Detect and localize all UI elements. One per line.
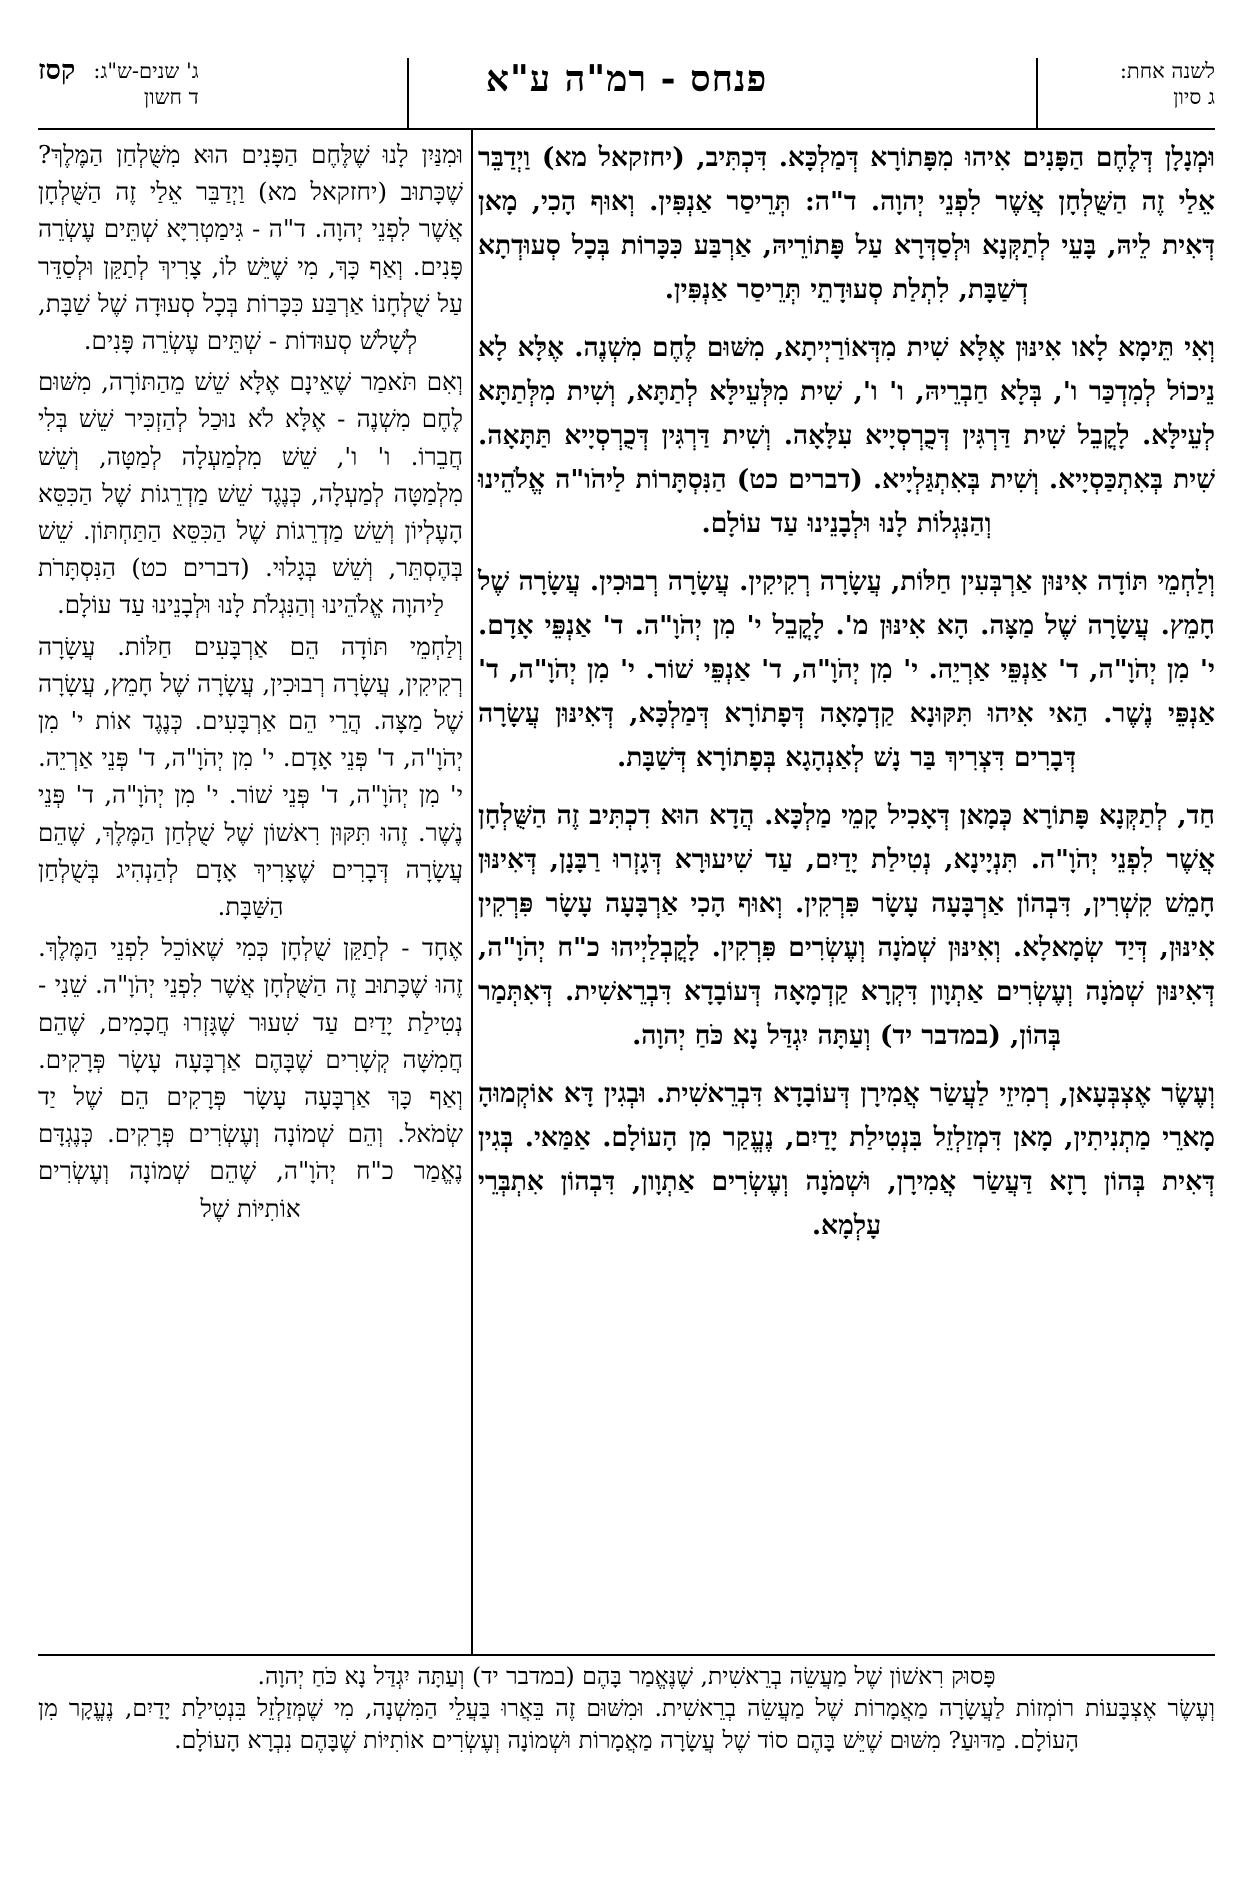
side-paragraph: וּמִנַּיִן לָנוּ שֶׁלֶּחֶם הַפָּנִים הוּא מִשֻּׁלְחַן הַמֶּלֶךְ? שֶׁכָּתוּב (יחזקאל מא) וַיְדַבֵּר אֵלַי זֶה הַשֻּׁלְחָן אֲשֶׁר לִפְנֵי יְהוָה. ד"ה - גִּימַטְרִיָּא שְׁתֵּים עֶשְׂרֵה פָּנִים. וְאַף כָּךְ, מִי שֶׁיֵּשׁ לוֹ, צָרִיךְ לְתַקֵּן וּלְסַדֵּר עַל שֻׁלְחָנוֹ אַרְבַּע כִּכָּרוֹת בְּכָל סְעוּדָה שֶׁל שַׁבָּת, לְשָׁלֹשׁ סְעוּדוֹת - שְׁתֵּים עֶשְׂרֵה פָּנִים. <box>38 140 463 356</box>
bottom-continuation <box>38 1660 1215 1756</box>
side-paragraph: אֶחָד - לְתַקֵּן שֻׁלְחָן כְּמִי שֶׁאוֹכֵל לִפְנֵי הַמֶּלֶךְ. זֶהוּ שֶׁכָּתוּב זֶה הַשֻּׁלְחָן אֲשֶׁר לִפְנֵי יְהֹוָ"ה. שֵׁנִי - נְטִילַת יָדַיִם עַד שִׁעוּר שֶׁגָּזְרוּ חֲכָמִים, שֶׁהֵם חֲמִשָּׁה קְשָׁרִים שֶׁבָּהֶם אַרְבָּעָה עָשָׂר פְּרָקִים. וְאַף כָּךְ אַרְבָּעָה עָשָׂר פְּרָקִים הֵם שֶׁל יַד שְׂמֹאל. וְהֵם שְׁמוֹנָה וְעֶשְׂרִים פְּרָקִים. כְּנֶגְדָּם נֶאֱמַר כ"ח יְהֹוָ"ה, שֶׁהֵם שְׁמוֹנָה וְעֶשְׂרִים אוֹתִיּוֹת שֶׁל <box>38 933 463 1223</box>
schedule-three-year-date: ד חשון <box>143 85 199 109</box>
header-divider-right <box>1036 58 1038 128</box>
main-column-aramaic <box>478 136 1215 1648</box>
schedule-three-year-label: ג' שנים-ש"ג: <box>93 59 199 83</box>
header-divider-left <box>407 58 409 128</box>
header-left <box>38 55 199 110</box>
schedule-one-year-label: לשנה אחת: <box>1119 59 1215 83</box>
main-paragraph: וּמְנָלָן דְּלֶחֶם הַפָּנִים אִיהוּ מִפָּתוֹרָא דְּמַלְכָּא. דִּכְתִּיב, (יחזקאל מא) וַיְדַבֵּר אֵלַי זֶה הַשֻּׁלְחָן אֲשֶׁר לִפְנֵי יְהוָה. ד"ה: תְּרֵיסַר אַנְפִּין. וְאוּף הָכִי, מָאן דְּאִית לֵיהּ, בָּעֵי לְתַקְּנָא וּלְסַדְּרָא עַל פָּתוֹרֵיהּ, אַרְבַּע כִּכָּרוֹת בְּכָל סְעוּדְתָא דְשַׁבָּת, לִתְלַת סְעוּדָתֵי תְּרֵיסַר אַנְפִּין. <box>478 142 1215 305</box>
column-divider <box>471 128 473 1654</box>
schedule-one-year-date: ג סיון <box>1173 85 1215 109</box>
page-number: קסז <box>38 55 76 86</box>
header-rule <box>38 128 1215 130</box>
side-paragraph: וְלַחְמֵי תּוֹדָה הֵם אַרְבָּעִים חַלּוֹת. עֲשָׂרָה רְקִיקִין, עֲשָׂרָה רְבוּכִין, עֲשָׂרָה שֶׁל חָמֵץ, עֲשָׂרָה שֶׁל מַצָּה. הֲרֵי הֵם אַרְבָּעִים. כְּנֶגֶד אוֹת י' מִן יְהֹוָ"ה, ד' פְּנֵי אָדָם. י' מִן יְהֹוָ"ה, ד' פְּנֵי אַרְיֵה. י' מִן יְהֹוָ"ה, ד' פְּנֵי שׁוֹר. י' מִן יְהֹוָ"ה, ד' פְּנֵי נֶשֶׁר. זֶהוּ תִּקּוּן רִאשׁוֹן שֶׁל שֻׁלְחַן הַמֶּלֶךְ, שֶׁהֵם עֲשָׂרָה דְּבָרִים שֶׁצָּרִיךְ אָדָם לְהַנְהִיג בְּשֻׁלְחַן הַשַּׁבָּת. <box>38 631 463 922</box>
main-paragraph: וְלַחְמֵי תּוֹדָה אִינּוּן אַרְבְּעִין חַלּוֹת, עֲשָׂרָה רְקִיקִין. עֲשָׂרָה רְבוּכִין. עֲשָׂרָה שֶׁל חָמֵץ. עֲשָׂרָה שֶׁל מַצָּה. הָא אִינּוּן מ'. לָקֳבֵל י' מִן יְהֹוָ"ה. ד' אַנְפֵּי אָדָם. י' מִן יְהֹוָ"ה, ד' אַנְפֵּי אַרְיֵה. י' מִן יְהֹוָ"ה, ד' אַנְפֵּי שׁוֹר. י' מִן יְהֹוָ"ה, ד' אַנְפֵּי נֶשֶׁר. הַאי אִיהוּ תִּקּוּנָא קַדְמָאָה דְּפָתוֹרָא דְּמַלְכָּא, דְּאִינּוּן עֲשָׂרָה דְּבָרִים דִּצְרִיךְ בַּר נָשׁ לְאַנְהָגָא בְּפָתוֹרָא דְּשַׁבָּת. <box>478 566 1215 773</box>
bottom-rule <box>38 1654 1215 1656</box>
side-paragraph: וְאִם תֹּאמַר שֶׁאֵינָם אֶלָּא שֵׁשׁ מֵהַתּוֹרָה, מִשּׁוּם לֶחֶם מִשְׁנֶה - אֶלָּא לֹא נוּכַל לְהַזְכִּיר שֵׁשׁ בְּלִי חֲבֵרוֹ. ו' ו', שֵׁשׁ מִלְמַעְלָה לְמַטָּה, וְשֵׁשׁ מִלְמַטָּה לְמַעְלָה, כְּנֶגֶד שֵׁשׁ מַדְרֵגוֹת שֶׁל הַכִּסֵּא הָעֶלְיוֹן וְשֵׁשׁ מַדְרֵגוֹת שֶׁל הַכִּסֵּא הַתַּחְתּוֹן. שֵׁשׁ בְּהֶסְתֵּר, וְשֵׁשׁ בְּגָלוּי. (דברים כט) הַנִּסְתָּרֹת לַיהוָה אֱלֹהֵינוּ וְהַנִּגְלֹת לָנוּ וּלְבָנֵינוּ עַד עוֹלָם. <box>38 367 463 620</box>
page-title: פנחס - רמ"ה ע"א <box>485 58 768 100</box>
main-paragraph: וְאִי תֵּימָא לָאו אִינּוּן אֶלָּא שִׁית מִדְּאוֹרַיְיתָא, מִשּׁוּם לֶחֶם מִשְׁנֶה. אֶלָּא לָא נֵיכוֹל לְמִדְכַּר ו', בְּלָא חַבְרֵיהּ, ו' ו', שִׁית מִלְּעֵילָּא לְתַתָּא, וְשִׁית מִלְּתַתָּא לְעֵילָּא. לָקֳבֵל שִׁית דַּרְגִּין דְּכֻרְסְיָיא עִלָּאָה. וְשִׁית דַּרְגִּין דְּכֻרְסְיָיא תַּתָּאָה. שִׁית בְּאִתְכַּסְיָיא. וְשִׁית בְּאִתְגַּלְיָיא. (דברים כט) הַנִּסְתָּרוֹת לַיהֹו"ה אֱלֹהֵינוּ וְהַנִּגְלוֹת לָנוּ וּלְבָנֵינוּ עַד עוֹלָם. <box>478 332 1215 539</box>
bottom-paragraph: פָּסוּק רִאשׁוֹן שֶׁל מַעֲשֵׂה בְרֵאשִׁית, שֶׁנֶּאֱמַר בָּהֶם (במדבר יד) וְעַתָּה יִגְדַּל נָא כֹּחַ יְהוָה. <box>257 1662 996 1690</box>
bottom-paragraph: וְעֶשֶׂר אֶצְבָּעוֹת רוֹמְזוֹת לַעֲשָׂרָה מַאֲמָרוֹת שֶׁל מַעֲשֵׂה בְרֵאשִׁית. וּמִשּׁוּם זֶה בֵּאֲרוּ בַּעֲלֵי הַמִּשְׁנָה, מִי שֶׁמְּזַלְזֵל בִּנְטִילַת יָדַיִם, נֶעֱקָר מִן הָעוֹלָם. מַדּוּעַ? מִשּׁוּם שֶׁיֵּשׁ בָּהֶם סוֹד שֶׁל עֲשָׂרָה מַאֲמָרוֹת וּשְׁמוֹנָה וְעֶשְׂרִים אוֹתִיּוֹת שֶׁבָּהֶם נִבְרָא הָעוֹלָם. <box>38 1694 1215 1754</box>
page-header <box>38 55 1215 128</box>
main-paragraph: חַד, לְתַקְּנָא פָּתוֹרָא כְּמָאן דְּאָכִיל קָמֵי מַלְכָּא. הֲדָא הוּא דִכְתִּיב זֶה הַשֻּׁלְחָן אֲשֶׁר לִפְנֵי יְהֹוָ"ה. תִּנְיָינָא, נְטִילַת יָדַיִם, עַד שִׁיעוּרָא דְּגָזְרוּ רַבָּנָן, דְּאִינּוּן חָמֵשׁ קִשְׁרִין, דִּבְהוֹן אַרְבָּעָה עָשָׂר פִּרְקִין. וְאוּף הָכִי אַרְבָּעָה עָשָׂר פִּרְקִין אִינּוּן, דְּיַד שְׂמָאלָא. וְאִינּוּן שְׁמֹנָה וְעֶשְׂרִים פִּרְקִין. לָקֳבְלַיְיהוּ כ"ח יְהֹוָ"ה, דְּאִינּוּן שְׁמֹנָה וְעֶשְׂרִים אַתְוָון דִּקְרָא קַדְמָאָה דְּעוֹבָדָא דִּבְרֵאשִׁית. דְּאִתְּמַר בְּהוֹן, (במדבר יד) וְעַתָּה יִגְדַּל נָא כֹּחַ יְהוָה. <box>478 800 1215 1051</box>
side-column-translation <box>38 136 463 1648</box>
main-paragraph: וְעֶשֶׂר אֶצְבְּעָאן, רְמִיזֵי לַעֲשַׂר אֲמִירָן דְּעוֹבָדָא דִּבְרֵאשִׁית. וּבְגִין דָּא אוֹקְמוּהָ מָארֵי מַתְנִיתִין, מָאן דִּמְזַלְזֵל בִּנְטִילַת יָדַיִם, נֶעֱקַר מִן הָעוֹלָם. אַמַּאי. בְּגִין דְּאִית בְּהוֹן רָזָא דַּעֲשַׂר אֲמִירָן, וּשְׁמֹנָה וְעֶשְׂרִים אַתְוָון, דִּבְהוֹן אִתְבְּרֵי עָלְמָא. <box>478 1078 1215 1241</box>
